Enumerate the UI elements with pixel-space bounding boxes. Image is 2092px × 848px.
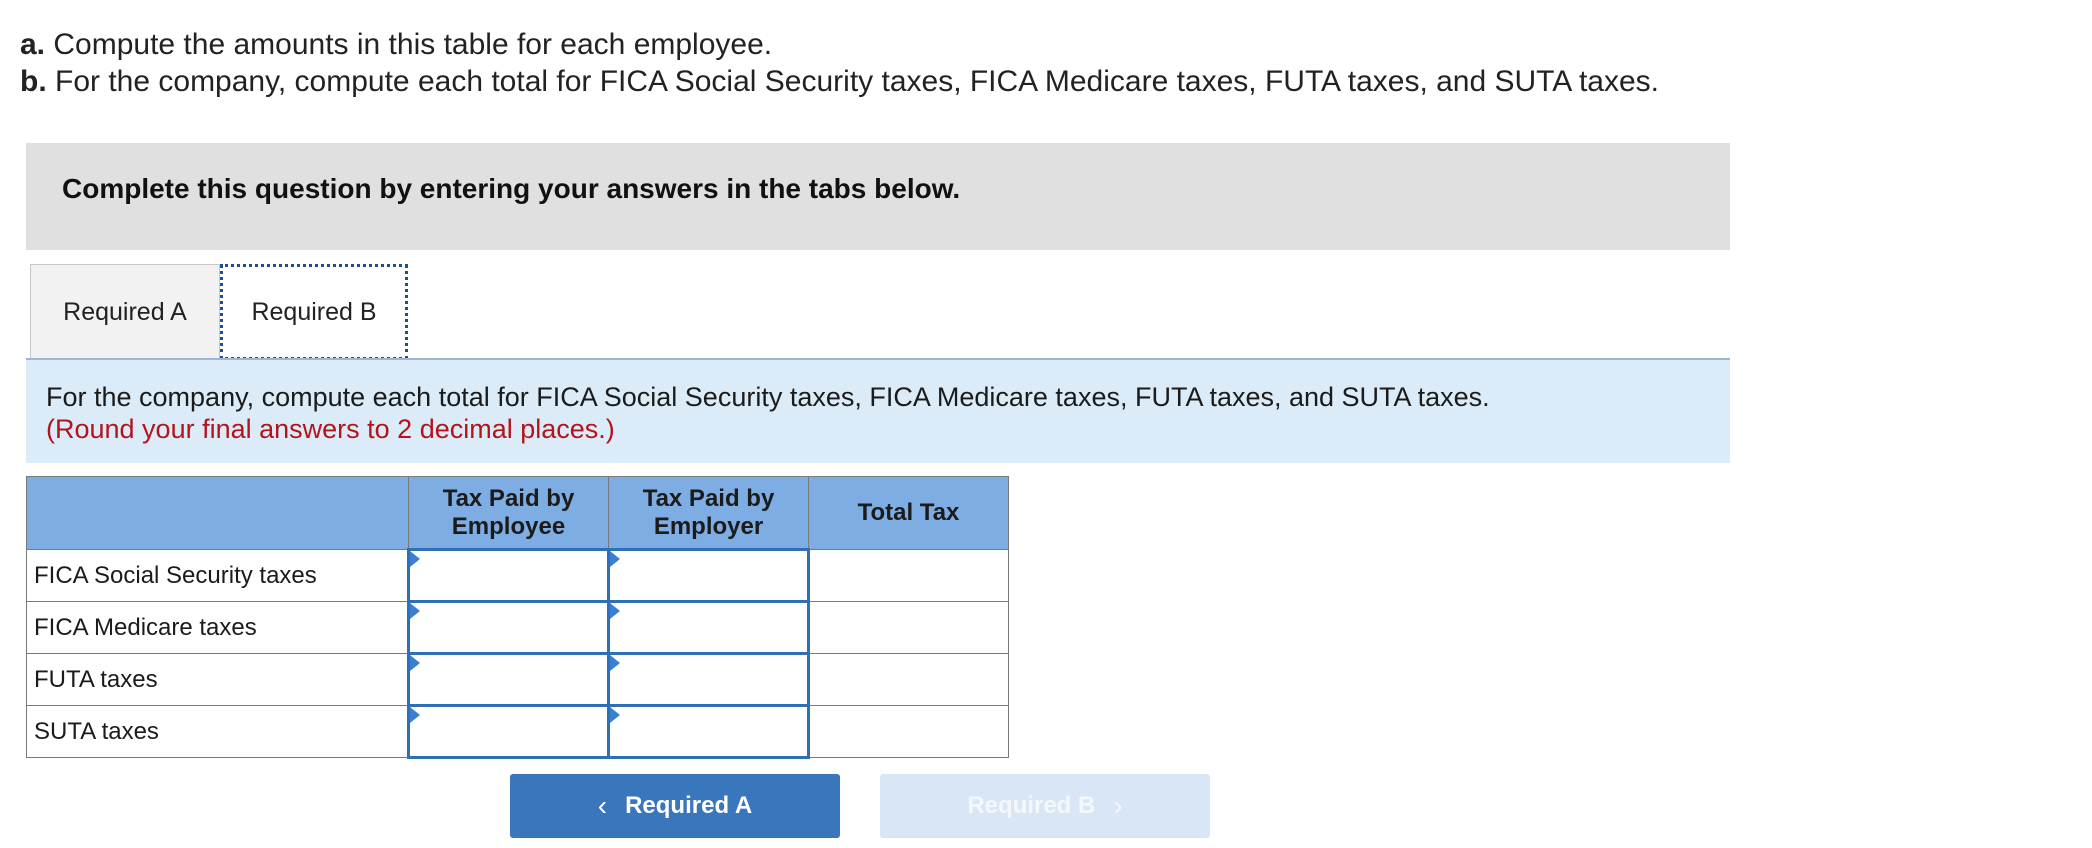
employee-tax-input-cell: [409, 654, 609, 706]
table-header-row: [27, 477, 1009, 550]
employer-tax-input[interactable]: [610, 551, 807, 600]
instruction-a-text: Compute the amounts in this table for each employee.: [45, 28, 773, 61]
input-marker-icon: [410, 603, 420, 619]
header-employer-line1: Tax Paid by: [642, 484, 775, 512]
tab-required-a[interactable]: Required A: [30, 264, 220, 360]
question-banner: [26, 143, 1730, 250]
input-marker-icon: [610, 707, 620, 723]
input-marker-icon: [610, 551, 620, 567]
header-employer-line2: Employer: [653, 512, 764, 540]
row-label: FICA Social Security taxes: [27, 550, 409, 602]
next-button-label: Required B: [967, 792, 1096, 819]
instruction-b-text: For the company, compute each total for FICA Social Security taxes, FICA Medicare taxes, FUTA taxes, and SUTA taxes.: [46, 65, 1660, 98]
header-total: Total Tax: [809, 477, 1009, 550]
table-row: [27, 706, 1009, 758]
instructions: [20, 26, 1659, 100]
employer-tax-input[interactable]: [610, 655, 807, 704]
chevron-left-icon: ‹: [597, 790, 608, 821]
instruction-b: [20, 63, 1659, 100]
employer-tax-input[interactable]: [610, 603, 807, 652]
employer-tax-input[interactable]: [610, 707, 807, 756]
prev-button-label: Required A: [625, 792, 753, 819]
prev-required-a-button[interactable]: [510, 774, 840, 838]
header-employee-line1: Tax Paid by: [442, 484, 575, 512]
input-marker-icon: [410, 551, 420, 567]
employer-tax-input-cell: [609, 654, 809, 706]
employer-tax-input-cell: [609, 550, 809, 602]
tab-required-b[interactable]: Required B: [220, 264, 408, 360]
table-row: [27, 654, 1009, 706]
employee-tax-input[interactable]: [410, 551, 607, 600]
instruction-b-prefix: b.: [20, 65, 47, 98]
total-tax-cell: [809, 706, 1009, 758]
employee-tax-input[interactable]: [410, 655, 607, 704]
header-employer: [609, 477, 809, 550]
next-required-b-button[interactable]: [880, 774, 1210, 838]
row-label: FICA Medicare taxes: [27, 602, 409, 654]
employee-tax-input[interactable]: [410, 707, 607, 756]
employee-tax-input-cell: [409, 602, 609, 654]
table-row: [27, 602, 1009, 654]
employer-tax-input-cell: [609, 706, 809, 758]
input-marker-icon: [610, 603, 620, 619]
tax-table: [26, 476, 1009, 759]
rounding-note: (Round your final answers to 2 decimal places.): [46, 414, 615, 444]
table-row: [27, 550, 1009, 602]
total-tax-cell: [809, 654, 1009, 706]
input-marker-icon: [610, 655, 620, 671]
chevron-right-icon: ›: [1113, 790, 1123, 821]
instruction-a: [20, 26, 1659, 63]
employee-tax-input-cell: [409, 550, 609, 602]
question-prompt: [26, 360, 1730, 463]
input-marker-icon: [410, 707, 420, 723]
input-marker-icon: [410, 655, 420, 671]
header-employee-line2: Employee: [451, 512, 566, 540]
instruction-a-prefix: a.: [20, 28, 46, 61]
row-label: FUTA taxes: [27, 654, 409, 706]
total-tax-cell: [809, 550, 1009, 602]
row-label: SUTA taxes: [27, 706, 409, 758]
employer-tax-input-cell: [609, 602, 809, 654]
header-blank: [27, 477, 409, 550]
total-tax-cell: [809, 602, 1009, 654]
prompt-text: For the company, compute each total for FICA Social Security taxes, FICA Medicare taxes, FUTA taxes, and SUTA taxes.: [46, 382, 1490, 412]
employee-tax-input[interactable]: [410, 603, 607, 652]
banner-text: Complete this question by entering your answers in the tabs below.: [62, 173, 961, 204]
employee-tax-input-cell: [409, 706, 609, 758]
header-employee: [409, 477, 609, 550]
